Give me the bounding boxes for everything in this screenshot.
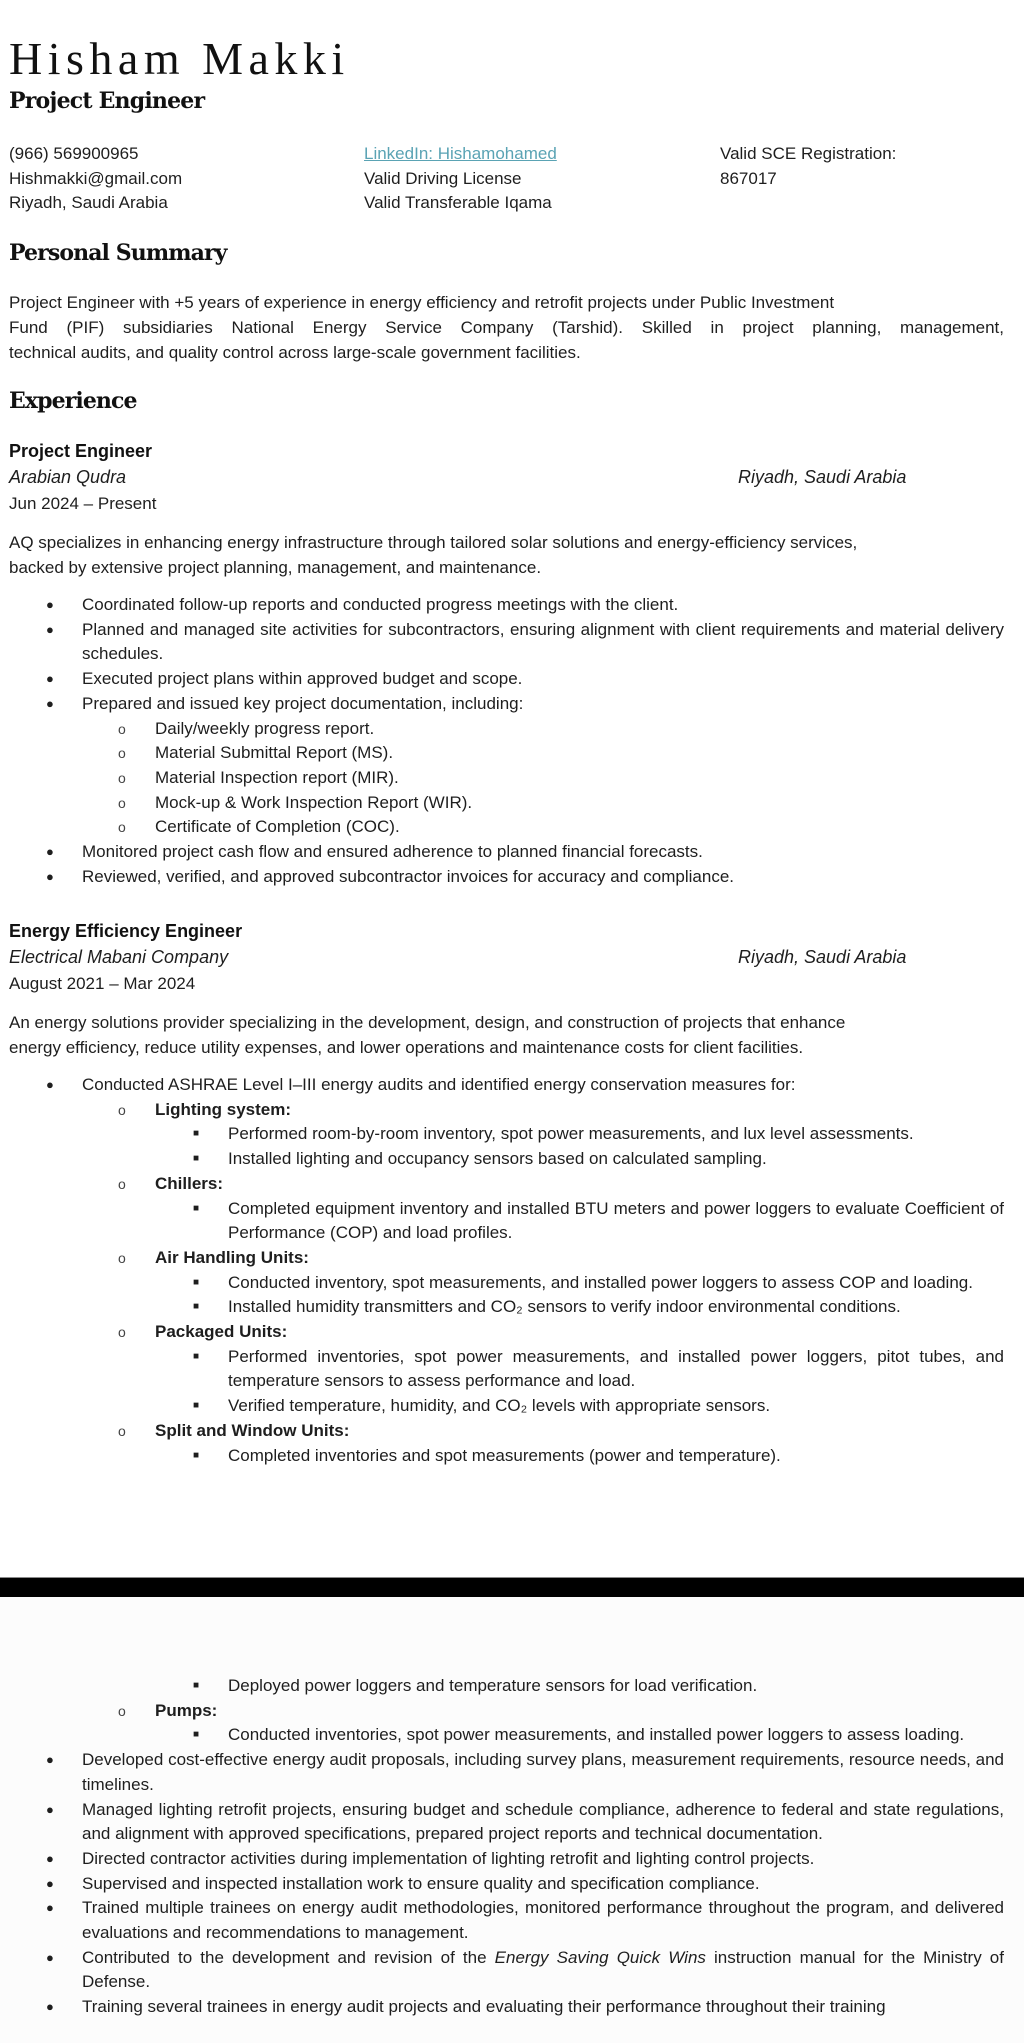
bullet-text: Trained multiple trainees on energy audit methodologies, monitored performance throughout the program, and delivered evaluations and recommendations to management.	[82, 1898, 1004, 1943]
circle-bullet-icon: o	[118, 1324, 126, 1341]
linkedin-link[interactable]: LinkedIn: Hishamohamed	[364, 144, 557, 163]
circle-bullet-icon: o	[118, 1422, 126, 1439]
description-line: backed by extensive project planning, management, and maintenance.	[9, 558, 542, 577]
job-1-bullets	[0, 593, 1024, 889]
circle-bullet-icon: o	[118, 769, 126, 786]
system-item: Performed room-by-room inventory, spot power measurements, and lux level assessments.	[228, 1124, 914, 1144]
system-heading: Chillers:	[155, 1173, 224, 1193]
candidate-title: Project Engineer	[9, 88, 205, 114]
bullet-text: Developed cost-effective energy audit proposals, including survey plans, measurement requirements, resource needs, and timelines.	[82, 1750, 1004, 1794]
square-bullet-icon: ■	[193, 1153, 200, 1165]
sub-bullet-text: Certificate of Completion (COC).	[155, 817, 400, 837]
system-heading: Split and Window Units:	[155, 1420, 350, 1440]
job-2-audit-bullets	[0, 1073, 1024, 1468]
bullet-text: Directed contractor activities during implementation of lighting retrofit and lighting control projects.	[82, 1848, 815, 1868]
sub-bullet-text: Material Inspection report (MIR).	[155, 767, 399, 787]
bullet-text: Contributed to the development and revision of the	[82, 1947, 495, 1967]
job-2-company: Electrical Mabani Company	[9, 947, 229, 967]
phone-number: (966) 569900965	[9, 144, 139, 163]
system-item: Deployed power loggers and temperature sensors for load verification.	[228, 1676, 758, 1695]
contact-column-2	[364, 142, 557, 216]
circle-bullet-icon: o	[118, 745, 126, 762]
contact-column-3	[720, 142, 896, 191]
job-2-location: Riyadh, Saudi Arabia	[738, 947, 907, 967]
job-2-continued-bullets	[0, 1674, 1024, 2020]
sce-registration-number: 867017	[720, 168, 777, 188]
job-1-location: Riyadh, Saudi Arabia	[738, 467, 907, 487]
job-2-description	[9, 1010, 1004, 1060]
bullet-icon: ●	[46, 621, 54, 637]
bullet-text: Conducted ASHRAE Level I–III energy audits and identified energy conservation measures for:	[82, 1075, 796, 1094]
system-item: Conducted inventories, spot power measurements, and installed power loggers to assess loading.	[228, 1725, 965, 1745]
bullet-text: instruction manual for the Ministry of Defense.	[82, 1947, 1004, 1992]
system-heading: Packaged Units:	[155, 1322, 288, 1342]
sub-bullet-text: Mock-up & Work Inspection Report (WIR).	[155, 792, 473, 812]
square-bullet-icon: ■	[193, 1449, 200, 1461]
bullet-icon: ●	[46, 695, 54, 711]
square-bullet-icon: ■	[193, 1301, 200, 1313]
circle-bullet-icon: o	[118, 1175, 126, 1192]
system-item: Completed inventories and spot measurements (power and temperature).	[228, 1445, 781, 1465]
job-1-description	[9, 530, 1004, 580]
bullet-icon: ●	[46, 1949, 54, 1965]
job-1-title: Project Engineer	[9, 441, 153, 461]
summary-line: technical audits, and quality control across large-scale government facilities.	[9, 343, 581, 362]
bullet-text: Coordinated follow-up reports and conducted progress meetings with the client.	[82, 595, 679, 614]
description-line: energy efficiency, reduce utility expenses, and lower operations and maintenance costs for client facilities.	[9, 1038, 804, 1057]
system-item: Conducted inventory, spot measurements, and installed power loggers to assess COP and loading.	[228, 1272, 973, 1292]
bullet-text: Supervised and inspected installation work to ensure quality and specification compliance.	[82, 1873, 760, 1893]
location: Riyadh, Saudi Arabia	[9, 193, 168, 212]
sub-bullet-text: Material Submittal Report (MS).	[155, 743, 394, 763]
circle-bullet-icon: o	[118, 1249, 126, 1266]
bullet-icon: ●	[46, 868, 54, 884]
iqama-status: Valid Transferable Iqama	[364, 193, 552, 212]
bullet-text: Planned and managed site activities for subcontractors, ensuring alignment with client requirements and material delivery schedules.	[82, 619, 1004, 664]
bullet-icon: ●	[46, 671, 54, 687]
system-heading: Air Handling Units:	[155, 1247, 309, 1267]
bullet-icon: ●	[46, 844, 54, 860]
square-bullet-icon: ■	[193, 1729, 200, 1741]
circle-bullet-icon: o	[118, 720, 126, 737]
bullet-text: Monitored project cash flow and ensured adherence to planned financial forecasts.	[82, 842, 703, 862]
contact-column-1	[9, 142, 182, 216]
system-item: Verified temperature, humidity, and CO₂ levels with appropriate sensors.	[228, 1396, 771, 1416]
bullet-icon: ●	[46, 1077, 54, 1092]
experience-heading: Experience	[9, 388, 137, 414]
job-2-title: Energy Efficiency Engineer	[9, 921, 243, 941]
circle-bullet-icon: o	[118, 794, 126, 811]
bullet-icon: ●	[46, 1752, 54, 1768]
system-item: Completed equipment inventory and installed BTU meters and power loggers to evaluate Coefficient of Performance (COP) and load profiles.	[228, 1198, 1004, 1243]
bullet-icon: ●	[46, 1801, 54, 1817]
square-bullet-icon: ■	[193, 1128, 200, 1140]
summary-line: Project Engineer with +5 years of experience in energy efficiency and retrofit projects under Public Investment	[9, 293, 835, 312]
circle-bullet-icon: o	[118, 1702, 126, 1719]
bullet-icon: ●	[46, 1850, 54, 1866]
bullet-text: Training several trainees in energy audit projects and evaluating their performance throughout their training	[82, 1997, 886, 2017]
circle-bullet-icon: o	[118, 819, 126, 836]
bullet-icon: ●	[46, 597, 54, 612]
summary-text	[9, 290, 1004, 365]
system-item: Installed humidity transmitters and CO₂ sensors to verify indoor environmental conditions.	[228, 1297, 901, 1317]
job-2-dates: August 2021 – Mar 2024	[9, 974, 196, 993]
circle-bullet-icon: o	[118, 1101, 126, 1118]
job-1-company: Arabian Qudra	[9, 467, 127, 487]
square-bullet-icon: ■	[193, 1350, 200, 1362]
bullet-text: Executed project plans within approved budget and scope.	[82, 669, 523, 689]
bullet-icon: ●	[46, 1999, 54, 2015]
bullet-icon: ●	[46, 1900, 54, 1916]
description-line: An energy solutions provider specializing in the development, design, and construction of projects that enhance	[9, 1013, 846, 1032]
square-bullet-icon: ■	[193, 1276, 200, 1288]
system-item: Installed lighting and occupancy sensors based on calculated sampling.	[228, 1149, 767, 1169]
page-break-divider	[0, 1577, 1024, 1597]
sce-registration-label: Valid SCE Registration:	[720, 144, 897, 163]
sub-bullet-text: Daily/weekly progress report.	[155, 718, 375, 738]
description-line: AQ specializes in enhancing energy infrastructure through tailored solar solutions and energy-efficiency services,	[9, 533, 858, 552]
summary-line: Fund (PIF) subsidiaries National Energy Service Company (Tarshid). Skilled in project planning, management,	[9, 318, 1004, 337]
system-item: Performed inventories, spot power measurements, and installed power loggers, pitot tubes, and temperature sensors to assess performance and load.	[228, 1346, 1004, 1391]
bullet-text: Prepared and issued key project documentation, including:	[82, 693, 524, 713]
summary-heading: Personal Summary	[9, 240, 227, 266]
manual-title: Energy Saving Quick Wins	[494, 1947, 706, 1967]
square-bullet-icon: ■	[193, 1202, 200, 1214]
email-address: Hishmakki@gmail.com	[9, 168, 183, 188]
driving-license: Valid Driving License	[364, 168, 522, 188]
system-heading: Pumps:	[155, 1700, 218, 1720]
system-heading: Lighting system:	[155, 1099, 292, 1119]
square-bullet-icon: ■	[193, 1400, 200, 1412]
candidate-name: Hisham Makki	[9, 33, 350, 84]
resume-page-2	[0, 1597, 1024, 2043]
bullet-text: Managed lighting retrofit projects, ensuring budget and schedule compliance, adherence to federal and state regulations, and alignment with approved specifications, prepared project reports and technical documentation.	[82, 1799, 1004, 1844]
bullet-text: Reviewed, verified, and approved subcontractor invoices for accuracy and compliance.	[82, 866, 735, 886]
job-1-dates: Jun 2024 – Present	[9, 494, 157, 513]
bullet-icon: ●	[46, 1875, 54, 1891]
square-bullet-icon: ■	[193, 1680, 200, 1691]
